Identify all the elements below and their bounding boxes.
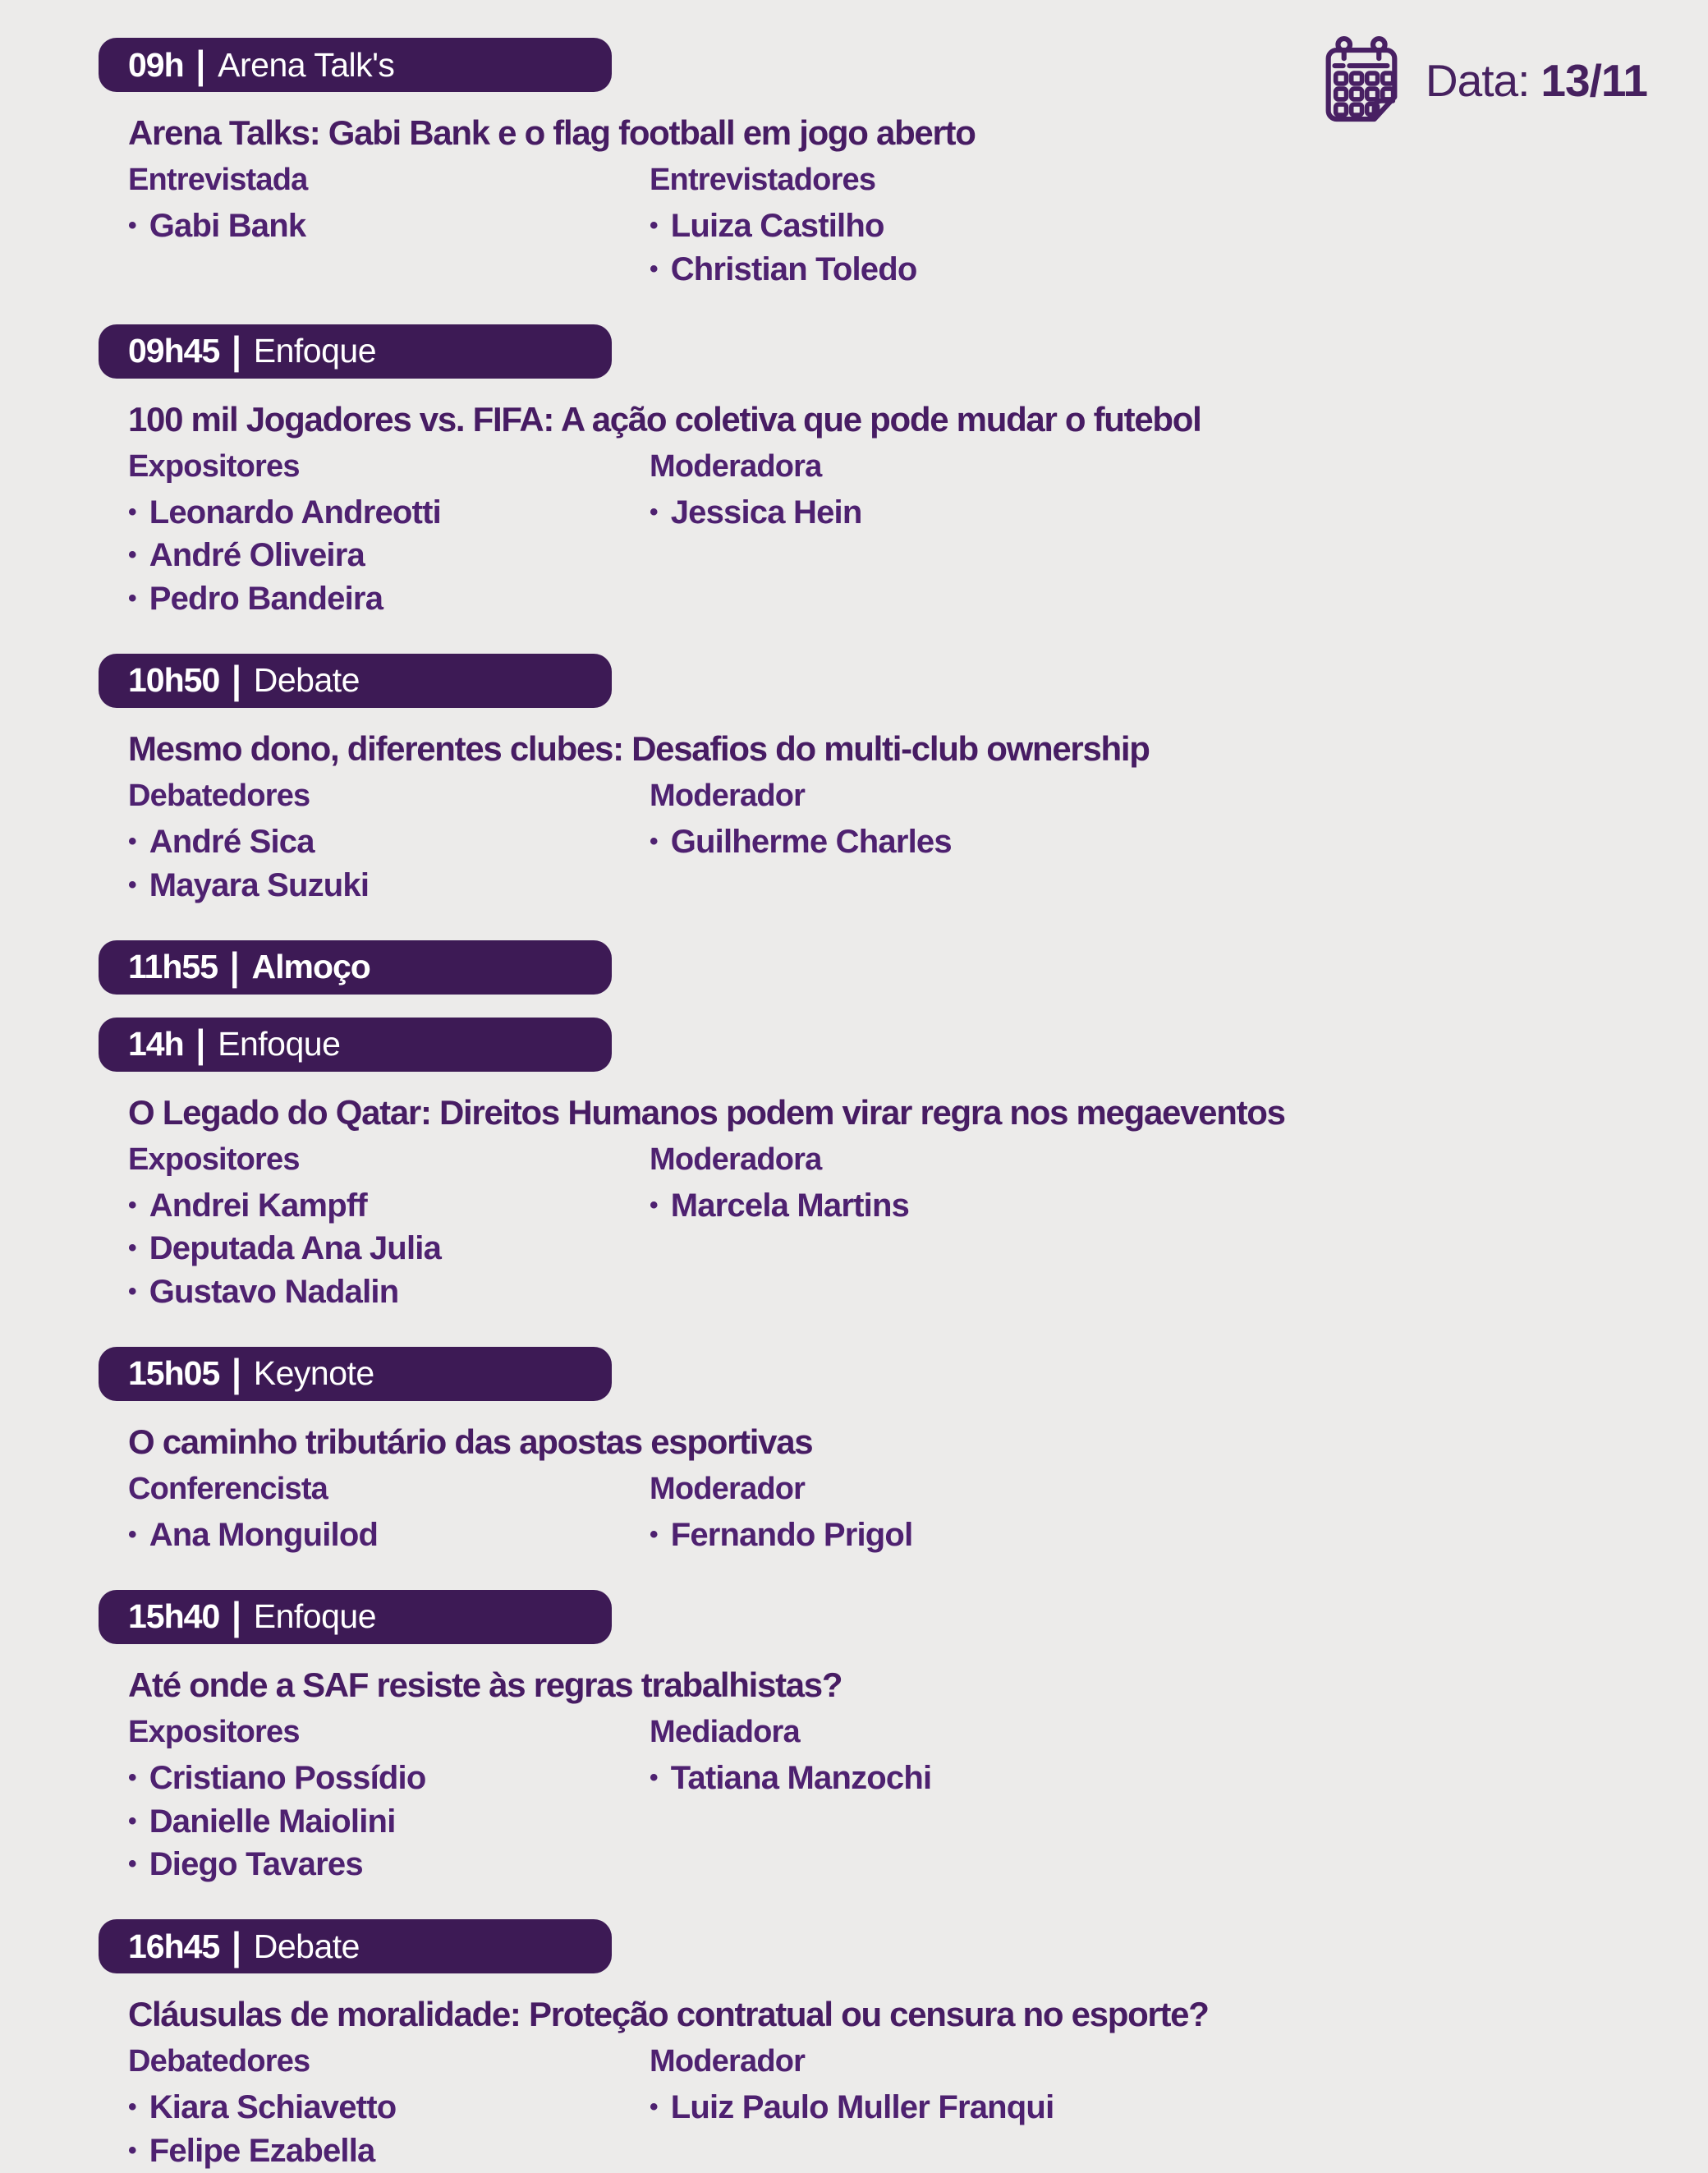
- session-time: 09h: [128, 45, 184, 84]
- session-type: Enfoque: [253, 1597, 376, 1636]
- session-columns: [128, 779, 1659, 907]
- person-item: [128, 204, 650, 248]
- column-role: Moderador: [650, 2044, 806, 2079]
- session-time: 10h50: [128, 661, 220, 700]
- date-display: [1315, 34, 1647, 126]
- sessions-list: [99, 38, 1659, 2173]
- people-list: [650, 2086, 1659, 2129]
- session: [99, 1347, 1659, 1557]
- bullet-icon: •: [650, 827, 658, 855]
- bullet-icon: •: [128, 585, 136, 613]
- person-item: [650, 204, 1659, 248]
- column-role: Moderadora: [650, 1142, 822, 1177]
- bullet-icon: •: [128, 2093, 136, 2121]
- bullet-icon: •: [128, 1850, 136, 1878]
- session-columns: [128, 163, 1659, 292]
- session-time: 09h45: [128, 332, 220, 370]
- person-item: [650, 820, 1659, 864]
- session-title: Arena Talks: Gabi Bank e o flag football em jogo aberto: [128, 113, 976, 152]
- session-column: [650, 1715, 1659, 1886]
- session-type: Debate: [253, 1927, 360, 1965]
- person-name: Pedro Bandeira: [149, 581, 383, 618]
- bullet-icon: •: [128, 1234, 136, 1262]
- column-role: Entrevistada: [128, 163, 308, 197]
- person-name: Jessica Hein: [670, 494, 862, 531]
- bullet-icon: •: [128, 1807, 136, 1835]
- column-role: Debatedores: [128, 2044, 310, 2079]
- bullet-icon: •: [128, 541, 136, 569]
- session: [99, 1919, 1659, 2173]
- bullet-icon: •: [128, 2136, 136, 2164]
- bullet-icon: •: [128, 827, 136, 855]
- session: [99, 1590, 1659, 1886]
- people-list: [128, 2086, 650, 2173]
- session-time-pill: [99, 1347, 612, 1401]
- pill-separator-icon: |: [232, 658, 241, 702]
- column-role: Mediadora: [650, 1714, 800, 1749]
- person-name: Gustavo Nadalin: [149, 1274, 399, 1311]
- pill-separator-icon: |: [232, 1594, 241, 1638]
- column-role: Conferencista: [128, 1471, 328, 1506]
- column-role: Expositores: [128, 1714, 300, 1749]
- bullet-icon: •: [128, 1763, 136, 1791]
- bullet-icon: •: [128, 1278, 136, 1306]
- session-time: 16h45: [128, 1927, 220, 1965]
- session: [99, 654, 1659, 907]
- person-item: [128, 1270, 650, 1314]
- person-item: [650, 491, 1659, 535]
- session-time-pill: [99, 1590, 612, 1644]
- bullet-icon: •: [650, 1191, 658, 1219]
- people-list: [650, 204, 1659, 292]
- session-time-pill: [99, 940, 612, 995]
- column-role: Debatedores: [128, 778, 310, 813]
- column-role: Moderador: [650, 1471, 806, 1506]
- session-title: Até onde a SAF resiste às regras trabalhistas?: [128, 1665, 843, 1704]
- session-column: [128, 2044, 650, 2173]
- people-list: [650, 1514, 1659, 1557]
- session-column: [650, 449, 1659, 621]
- person-item: [128, 864, 650, 907]
- person-item: [128, 820, 650, 864]
- person-item: [128, 491, 650, 535]
- bullet-icon: •: [128, 498, 136, 526]
- people-list: [128, 491, 650, 621]
- session-column: [650, 1142, 1659, 1314]
- person-name: Marcela Martins: [670, 1187, 910, 1224]
- person-item: [128, 1227, 650, 1270]
- session-title: 100 mil Jogadores vs. FIFA: A ação coletiva que pode mudar o futebol: [128, 399, 1201, 439]
- people-list: [650, 1184, 1659, 1228]
- date-value: 13/11: [1540, 55, 1647, 106]
- person-item: [128, 1757, 650, 1800]
- pill-separator-icon: |: [232, 1924, 241, 1969]
- person-item: [650, 248, 1659, 292]
- bullet-icon: •: [128, 1191, 136, 1219]
- session: [99, 324, 1659, 621]
- session-type: Arena Talk's: [218, 45, 395, 84]
- session-type: Almoço: [251, 948, 370, 986]
- session-columns: [128, 449, 1659, 621]
- session-type: Keynote: [253, 1354, 374, 1393]
- person-name: Ana Monguilod: [149, 1516, 379, 1553]
- person-item: [650, 1514, 1659, 1557]
- session-title: Cláusulas de moralidade: Proteção contratual ou censura no esporte?: [128, 1995, 1209, 2034]
- bullet-icon: •: [650, 255, 658, 283]
- person-name: Guilherme Charles: [670, 823, 952, 860]
- person-name: Luiz Paulo Muller Franqui: [670, 2089, 1054, 2126]
- pill-separator-icon: |: [232, 328, 241, 373]
- person-name: Deputada Ana Julia: [149, 1230, 442, 1267]
- session-column: [128, 1142, 650, 1314]
- session-columns: [128, 1715, 1659, 1886]
- bullet-icon: •: [650, 498, 658, 526]
- person-name: Leonardo Andreotti: [149, 494, 441, 531]
- session-title: Mesmo dono, diferentes clubes: Desafios do multi-club ownership: [128, 728, 1150, 768]
- person-name: Danielle Maiolini: [149, 1803, 396, 1840]
- person-item: [128, 1843, 650, 1886]
- person-item: [650, 1757, 1659, 1800]
- session-column: [128, 1472, 650, 1557]
- session-time-pill: [99, 1919, 612, 1973]
- person-name: Christian Toledo: [670, 250, 917, 287]
- people-list: [128, 204, 650, 248]
- session-column: [650, 779, 1659, 907]
- session-columns: [128, 2044, 1659, 2173]
- people-list: [650, 1757, 1659, 1800]
- person-name: André Oliveira: [149, 537, 365, 574]
- person-name: Andrei Kampff: [149, 1187, 367, 1224]
- person-item: [650, 2086, 1659, 2129]
- person-name: Luiza Castilho: [670, 208, 884, 244]
- session-columns: [128, 1472, 1659, 1557]
- session-time-pill: [99, 654, 612, 708]
- column-role: Expositores: [128, 1142, 300, 1177]
- person-item: [128, 577, 650, 621]
- people-list: [650, 820, 1659, 864]
- person-name: Mayara Suzuki: [149, 866, 370, 903]
- session-title: O caminho tributário das apostas esportivas: [128, 1422, 813, 1461]
- session-column: [128, 449, 650, 621]
- session: [99, 940, 1659, 995]
- bullet-icon: •: [650, 2093, 658, 2121]
- session-time: 15h05: [128, 1354, 220, 1393]
- bullet-icon: •: [128, 212, 136, 239]
- session-type: Enfoque: [218, 1025, 341, 1064]
- session-time-pill: [99, 1018, 612, 1072]
- date-text: [1426, 54, 1647, 107]
- bullet-icon: •: [650, 212, 658, 239]
- session-column: [128, 163, 650, 292]
- session-column: [650, 1472, 1659, 1557]
- people-list: [128, 820, 650, 907]
- person-item: [650, 1184, 1659, 1228]
- person-item: [128, 2086, 650, 2129]
- session: [99, 1018, 1659, 1314]
- person-name: Kiara Schiavetto: [149, 2089, 397, 2126]
- bullet-icon: •: [128, 1520, 136, 1548]
- person-item: [128, 1184, 650, 1228]
- people-list: [650, 491, 1659, 535]
- session-column: [650, 163, 1659, 292]
- person-name: Fernando Prigol: [670, 1516, 913, 1553]
- calendar-icon: [1315, 34, 1407, 126]
- session-column: [650, 2044, 1659, 2173]
- session-column: [128, 779, 650, 907]
- person-name: Gabi Bank: [149, 208, 306, 244]
- session-time: 14h: [128, 1025, 184, 1064]
- pill-separator-icon: |: [195, 1022, 206, 1066]
- session-time: 15h40: [128, 1597, 220, 1636]
- person-name: Cristiano Possídio: [149, 1759, 426, 1796]
- session-title: O Legado do Qatar: Direitos Humanos podem virar regra nos megaeventos: [128, 1092, 1285, 1132]
- person-name: Felipe Ezabella: [149, 2132, 375, 2169]
- pill-separator-icon: |: [195, 42, 206, 86]
- column-role: Moderadora: [650, 448, 822, 484]
- bullet-icon: •: [650, 1520, 658, 1548]
- people-list: [128, 1514, 650, 1557]
- pill-separator-icon: |: [232, 1351, 241, 1395]
- person-item: [128, 1800, 650, 1844]
- person-item: [128, 2129, 650, 2173]
- session-time: 11h55: [128, 948, 218, 986]
- bullet-icon: •: [128, 871, 136, 898]
- session-column: [128, 1715, 650, 1886]
- person-name: Tatiana Manzochi: [670, 1759, 932, 1796]
- session-type: Debate: [253, 661, 360, 700]
- people-list: [128, 1184, 650, 1314]
- session-type: Enfoque: [253, 332, 376, 370]
- person-name: Diego Tavares: [149, 1846, 363, 1883]
- person-item: [128, 1514, 650, 1557]
- session-columns: [128, 1142, 1659, 1314]
- column-role: Moderador: [650, 778, 806, 813]
- bullet-icon: •: [650, 1763, 658, 1791]
- column-role: Entrevistadores: [650, 163, 876, 197]
- person-name: André Sica: [149, 823, 315, 860]
- session-time-pill: [99, 324, 612, 379]
- session-time-pill: [99, 38, 612, 92]
- person-item: [128, 534, 650, 577]
- date-label: Data:: [1425, 55, 1530, 106]
- pill-separator-icon: |: [230, 944, 240, 989]
- column-role: Expositores: [128, 448, 300, 484]
- people-list: [128, 1757, 650, 1886]
